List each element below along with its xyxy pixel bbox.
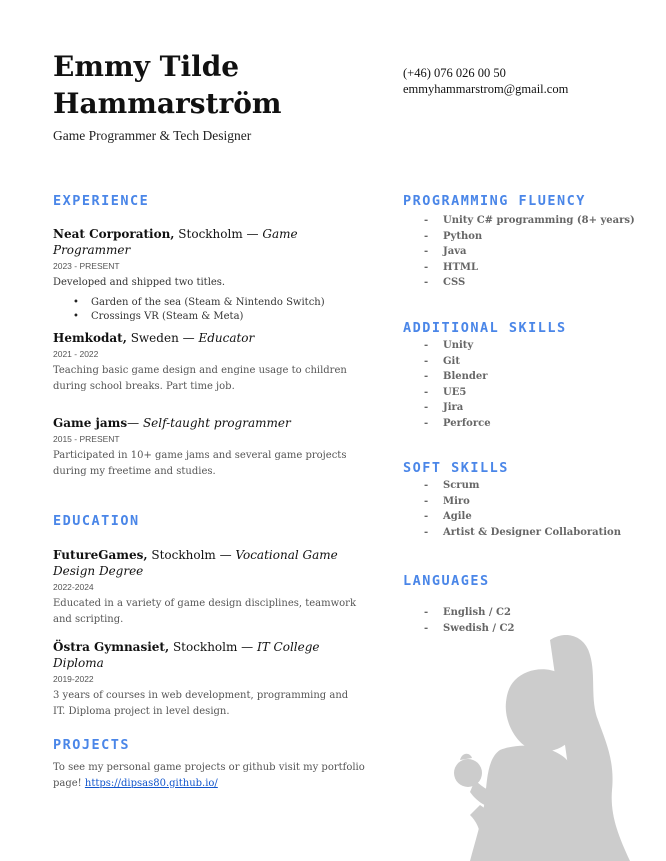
soft-skills-heading: SOFT SKILLS: [403, 460, 509, 476]
skill-item: - Unity C# programming (8+ years): [424, 213, 635, 229]
character-silhouette-image: [440, 630, 640, 861]
additional-skills-list: [424, 338, 491, 432]
portfolio-link[interactable]: https://dipsas80.github.io/: [84, 777, 218, 789]
entry-description: Participated in 10+ game jams and several game projects during my freetime and studies.: [53, 450, 347, 477]
bullet-item: • Crossings VR (Steam & Meta): [91, 310, 363, 325]
skill-item: - Unity: [424, 338, 491, 354]
soft-skills-list: [424, 478, 621, 540]
entry-role: Vocational Game Design Degree: [53, 548, 338, 578]
skill-item: - Java: [424, 244, 635, 260]
entry-role: Self-taught programmer: [142, 416, 291, 430]
entry-date: 2019-2022: [53, 674, 94, 684]
skill-item: - CSS: [424, 275, 635, 291]
contact-info: [403, 66, 568, 97]
phone-number: (+46) 076 026 00 50: [403, 66, 506, 80]
entry-org: Östra Gymnasiet,: [53, 640, 170, 654]
entry-date: 2021 - 2022: [53, 349, 99, 359]
language-item: - English / C2: [424, 605, 514, 621]
entry-bullets: [53, 296, 363, 325]
experience-entry-neat: [53, 226, 363, 325]
entry-org: FutureGames,: [53, 548, 148, 562]
entry-description: Teaching basic game design and engine usage to children during school breaks. Part time job.: [53, 365, 347, 392]
skill-item: - Python: [424, 229, 635, 245]
programming-fluency-heading: PROGRAMMING FLUENCY: [403, 193, 586, 209]
entry-date: 2023 - PRESENT: [53, 261, 120, 271]
entry-title: [53, 547, 363, 579]
language-item: - Swedish / C2: [424, 621, 514, 637]
additional-skills-heading: ADDITIONAL SKILLS: [403, 320, 567, 336]
entry-org: Game jams: [53, 416, 128, 430]
entry-description: 3 years of courses in web development, programming and IT. Diploma project in level design.: [53, 690, 349, 717]
entry-date: 2022-2024: [53, 582, 94, 592]
bullet-item: • Garden of the sea (Steam & Nintendo Switch): [91, 296, 363, 311]
skill-item: - Artist & Designer Collaboration: [424, 525, 621, 541]
entry-location: Sweden —: [126, 331, 199, 345]
entry-location: Stockholm —: [147, 548, 236, 562]
entry-title: [53, 639, 363, 671]
projects-description: [53, 760, 373, 791]
languages-heading: LANGUAGES: [403, 573, 490, 589]
skill-item: - Agile: [424, 509, 621, 525]
entry-location: Stockholm —: [169, 640, 257, 654]
candidate-name: Emmy Tilde Hammarström: [53, 50, 282, 120]
skill-item: - Git: [424, 354, 491, 370]
skill-item: - HTML: [424, 260, 635, 276]
experience-entry-hemkodat: [53, 330, 363, 394]
languages-list: [424, 605, 514, 636]
skill-item: - Blender: [424, 369, 491, 385]
entry-location: —: [127, 416, 143, 430]
skill-item: - Miro: [424, 494, 621, 510]
education-entry-ostra: [53, 639, 363, 719]
experience-heading: EXPERIENCE: [53, 193, 150, 209]
entry-role: IT College Diploma: [53, 640, 320, 670]
skill-item: - Jira: [424, 400, 491, 416]
entry-description: Developed and shipped two titles.: [53, 277, 226, 288]
skill-item: - Perforce: [424, 416, 491, 432]
projects-text: To see my personal game projects or github visit my portfolio page!: [53, 762, 365, 789]
education-heading: EDUCATION: [53, 513, 140, 529]
experience-entry-gamejams: [53, 415, 363, 479]
skill-item: - UE5: [424, 385, 491, 401]
education-entry-futuregames: [53, 547, 363, 627]
entry-org: Neat Corporation,: [53, 227, 175, 241]
entry-org: Hemkodat,: [53, 331, 127, 345]
job-title: Game Programmer & Tech Designer: [53, 128, 252, 143]
skill-item: - Scrum: [424, 478, 621, 494]
entry-title: [53, 226, 363, 258]
entry-description: Educated in a variety of game design disciplines, teamwork and scripting.: [53, 598, 357, 625]
entry-role: Game Programmer: [53, 227, 298, 257]
entry-title: [53, 415, 363, 431]
entry-date: 2015 - PRESENT: [53, 434, 120, 444]
projects-heading: PROJECTS: [53, 737, 131, 753]
email-address: emmyhammarstrom@gmail.com: [403, 81, 569, 96]
entry-role: Educator: [198, 331, 255, 345]
entry-title: [53, 330, 363, 346]
entry-location: Stockholm —: [174, 227, 263, 241]
programming-fluency-list: [424, 213, 635, 291]
